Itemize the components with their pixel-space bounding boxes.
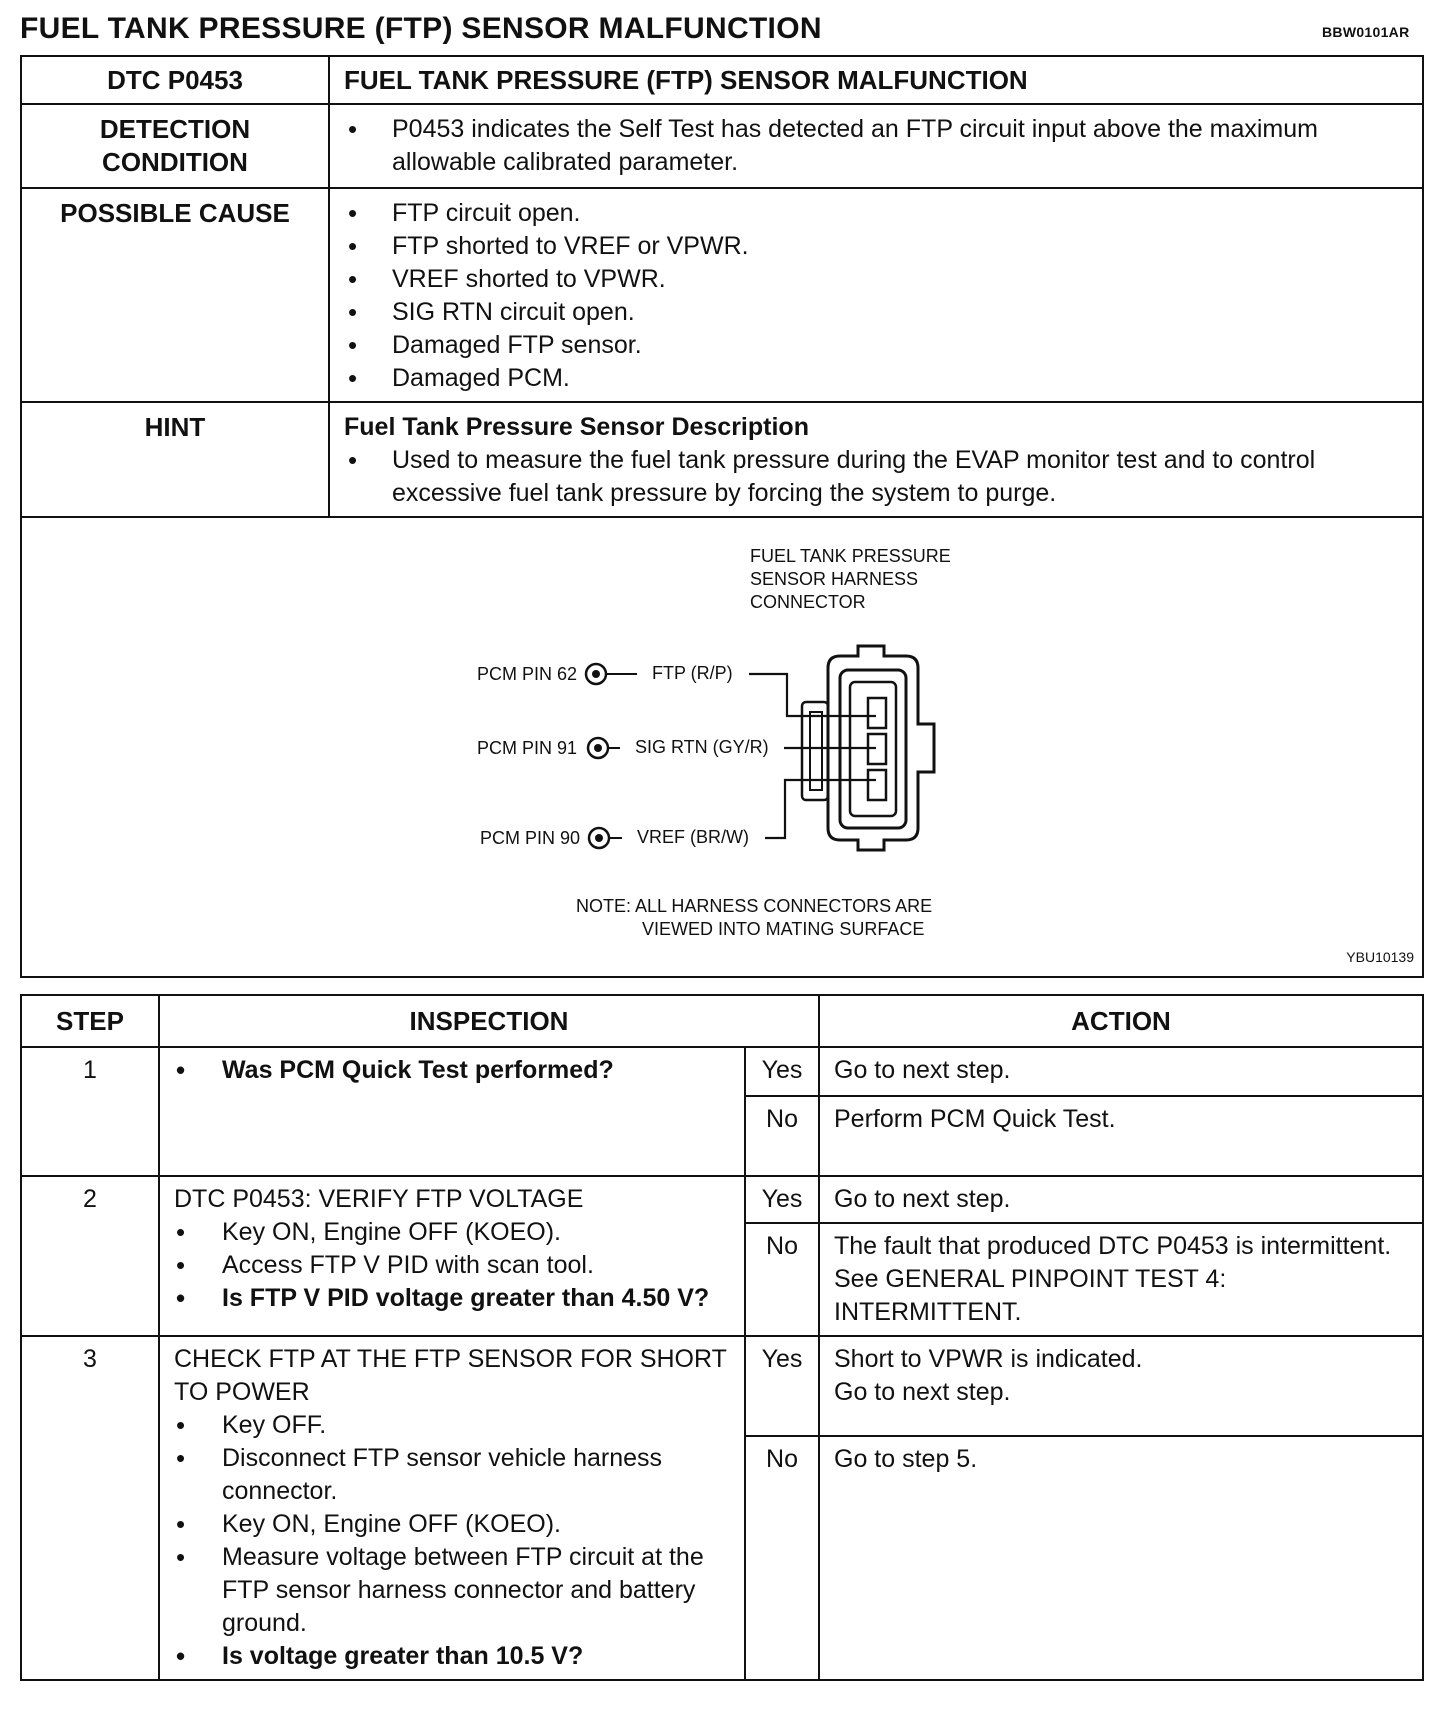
hint-text: • Used to measure the fuel tank pressure during the EVAP monitor test and to control excessive fuel tank pressure by forcing the system to purge. — [344, 444, 1408, 510]
cause-item: • FTP circuit open. — [344, 197, 1408, 230]
connector-icon — [802, 646, 934, 850]
wire-label: VREF (BR/W) — [637, 827, 749, 847]
step-item: • Disconnect FTP sensor vehicle harness connector. — [174, 1442, 730, 1508]
cause-item: • FTP shorted to VREF or VPWR. — [344, 230, 1408, 263]
yes-label: Yes — [745, 1047, 819, 1096]
connector-diagram-svg — [22, 518, 1426, 976]
no-action — [819, 1223, 1423, 1336]
no-action: Perform PCM Quick Test. — [819, 1096, 1423, 1176]
yes-action: Go to next step. — [819, 1047, 1423, 1096]
possible-cause-row — [21, 188, 1423, 402]
diagram-note: VIEWED INTO MATING SURFACE — [642, 919, 925, 939]
pin-terminal-icon — [589, 828, 609, 848]
step-question: • Is voltage greater than 10.5 V? — [174, 1640, 730, 1673]
pcm-pin-label: PCM PIN 62 — [476, 664, 577, 684]
pcm-pin-label: PCM PIN 90 — [479, 828, 580, 848]
no-label: No — [745, 1096, 819, 1176]
step-heading: CHECK FTP AT THE FTP SENSOR FOR SHORT TO POWER — [174, 1345, 727, 1406]
step-question: • Is FTP V PID voltage greater than 4.50 V? — [174, 1282, 730, 1315]
yes-action — [819, 1336, 1423, 1436]
step-inspection — [159, 1047, 745, 1176]
pin-terminal-icon — [588, 738, 608, 758]
hint-label: HINT — [21, 402, 329, 517]
yes-label: Yes — [745, 1176, 819, 1223]
col-action-header: ACTION — [819, 995, 1423, 1047]
yes-label: Yes — [745, 1336, 819, 1436]
step-question: • Was PCM Quick Test performed? — [174, 1054, 730, 1087]
figure-code: YBU10139 — [1346, 949, 1414, 965]
cause-item: • VREF shorted to VPWR. — [344, 263, 1408, 296]
pcm-pin-label: PCM PIN 91 — [476, 738, 577, 758]
diagram-row — [21, 517, 1423, 977]
yes-action-line: Short to VPWR is indicated. — [834, 1345, 1143, 1373]
cause-item: • SIG RTN circuit open. — [344, 296, 1408, 329]
dtc-title: FUEL TANK PRESSURE (FTP) SENSOR MALFUNCTION — [329, 56, 1423, 104]
no-label: No — [745, 1436, 819, 1680]
possible-cause-label: POSSIBLE CAUSE — [21, 188, 329, 402]
wire-label: SIG RTN (GY/R) — [635, 737, 769, 757]
steps-header-row — [21, 995, 1423, 1047]
detection-value — [329, 104, 1423, 188]
step-number: 1 — [21, 1047, 159, 1176]
no-action: Go to step 5. — [819, 1436, 1423, 1680]
yes-action: Go to next step. — [819, 1176, 1423, 1223]
step-heading: DTC P0453: VERIFY FTP VOLTAGE — [174, 1185, 584, 1213]
step-item: • Key ON, Engine OFF (KOEO). — [174, 1216, 730, 1249]
no-action-line: The fault that produced DTC P0453 is intermittent. — [834, 1232, 1392, 1260]
pin-terminal-icon — [586, 664, 606, 684]
no-label: No — [745, 1223, 819, 1336]
col-inspection-header: INSPECTION — [159, 995, 819, 1047]
yes-action-line: Go to next step. — [834, 1378, 1011, 1406]
dtc-label: DTC P0453 — [21, 56, 329, 104]
wire-line — [749, 674, 876, 716]
step-item: • Measure voltage between FTP circuit at the FTP sensor harness connector and battery ground. — [174, 1541, 730, 1640]
hint-title: Fuel Tank Pressure Sensor Description — [344, 413, 809, 441]
connector-title-line: CONNECTOR — [750, 592, 866, 612]
connector-title-line: FUEL TANK PRESSURE — [750, 546, 951, 566]
col-step-header: STEP — [21, 995, 159, 1047]
dtc-info-table — [20, 55, 1424, 978]
page-title: FUEL TANK PRESSURE (FTP) SENSOR MALFUNCTION — [20, 12, 822, 45]
connector-title-line: SENSOR HARNESS — [750, 569, 919, 589]
step-item: • Key ON, Engine OFF (KOEO). — [174, 1508, 730, 1541]
step-number: 3 — [21, 1336, 159, 1680]
step-item: • Access FTP V PID with scan tool. — [174, 1249, 730, 1282]
hint-value — [329, 402, 1423, 517]
dtc-header-row — [21, 56, 1423, 104]
diagram-note: NOTE: ALL HARNESS CONNECTORS ARE — [576, 896, 933, 916]
cause-item: • Damaged PCM. — [344, 362, 1408, 395]
detection-label: DETECTION CONDITION — [21, 104, 329, 188]
step-number: 2 — [21, 1176, 159, 1336]
step-row — [21, 1176, 1423, 1223]
step-row — [21, 1336, 1423, 1436]
no-action-line: See GENERAL PINPOINT TEST 4: INTERMITTENT. — [834, 1265, 1227, 1326]
detection-row — [21, 104, 1423, 188]
step-inspection — [159, 1336, 745, 1680]
inspection-steps-table — [20, 994, 1424, 1681]
detection-text: • P0453 indicates the Self Test has detected an FTP circuit input above the maximum allowable calibrated parameter. — [344, 113, 1408, 179]
possible-cause-list — [329, 188, 1423, 402]
hint-row — [21, 402, 1423, 517]
step-item: • Key OFF. — [174, 1409, 730, 1442]
connector-diagram — [21, 517, 1423, 977]
step-inspection — [159, 1176, 745, 1336]
wire-label: FTP (R/P) — [652, 663, 733, 683]
document-code: BBW0101AR — [1322, 24, 1410, 40]
step-row — [21, 1047, 1423, 1096]
cause-item: • Damaged FTP sensor. — [344, 329, 1408, 362]
